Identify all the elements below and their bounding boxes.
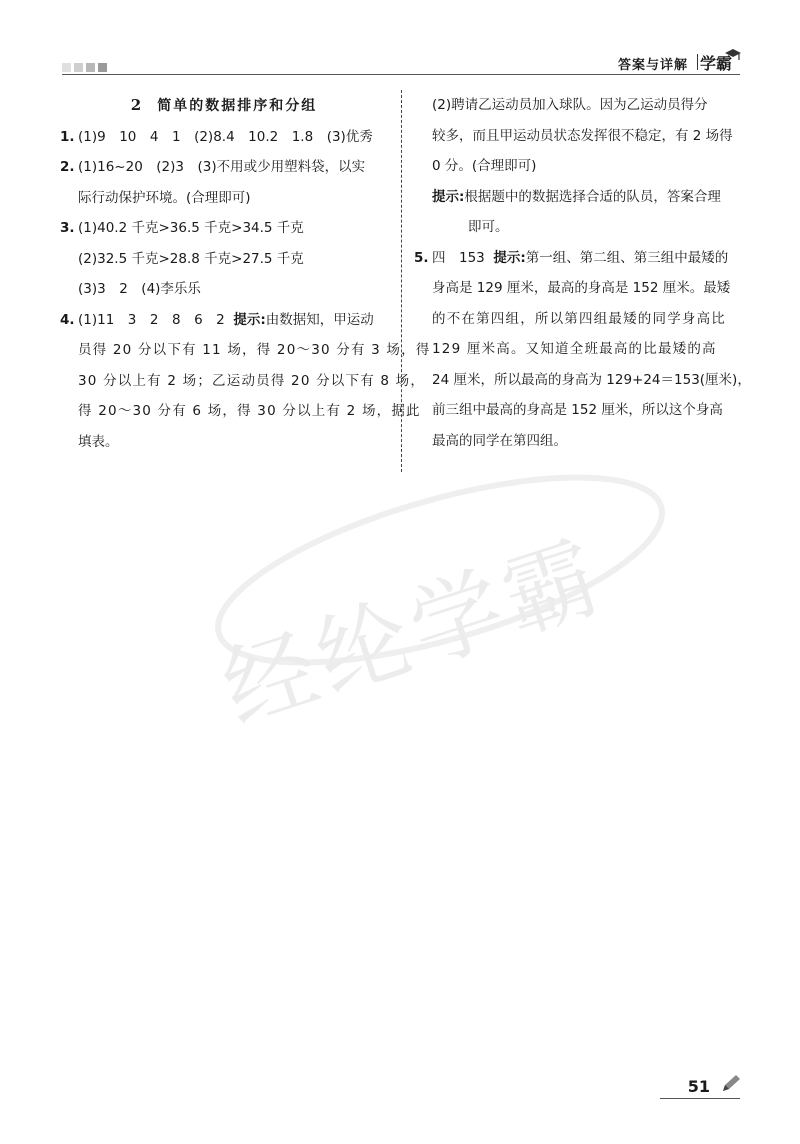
header-separator — [697, 54, 698, 70]
answer-5-line-6: 前三组中最高的身高是 152 厘米，所以这个身高 — [432, 402, 723, 418]
answer-5-line-2: 身高是 129 厘米，最高的身高是 152 厘米。最矮 — [432, 280, 731, 296]
answer-3-line-3: (3)3 2 (4)李乐乐 — [78, 281, 201, 297]
answer-4-line-4: 得 20～30 分有 6 场，得 30 分以上有 2 场，据此 — [78, 403, 421, 419]
right-column — [414, 90, 751, 456]
hint-label: 提示: — [432, 188, 465, 205]
column-divider — [401, 90, 402, 472]
answer-4-line-3: 30 分以上有 2 场；乙运动员得 20 分以下有 8 场， — [78, 372, 426, 389]
section-number: 2 — [130, 96, 144, 114]
answer-4-cont-line-3: 0 分。(合理即可) — [432, 158, 537, 174]
page-number: 51 — [687, 1077, 710, 1096]
watermark-text: 经纶学霸 — [210, 521, 617, 745]
answer-2-line-1 — [60, 152, 388, 183]
answer-text: (1)40.2 千克>36.5 千克>34.5 千克 — [78, 220, 304, 236]
answer-1 — [60, 122, 388, 153]
answer-3-line-1 — [60, 213, 388, 244]
answer-5-line-7: 最高的同学在第四组。 — [432, 432, 567, 449]
answer-5-line-5: 24 厘米，所以最高的身高为 129+24＝153(厘米)， — [432, 371, 751, 388]
question-number: 3. — [60, 220, 75, 236]
answer-4-cont-line-2: 较多，而且甲运动员状态发挥很不稳定，有 2 场得 — [432, 127, 733, 144]
hint-text: 第一组、第二组、第三组中最矮的 — [525, 249, 729, 266]
decor-square — [86, 63, 95, 72]
answer-text: (1)9 10 4 1 (2)8.4 10.2 1.8 (3)优秀 — [78, 128, 373, 145]
answer-4-hint-line-2: 即可。 — [468, 219, 509, 235]
hint-label: 提示: — [233, 311, 266, 328]
decor-square — [98, 63, 107, 72]
hint-text: 由数据知，甲运动 — [265, 311, 374, 328]
decor-square — [62, 63, 71, 72]
question-number: 2. — [60, 159, 75, 175]
header-rule — [62, 74, 740, 75]
answer-text: (1)16~20 (2)3 (3)不用或少用塑料袋，以实 — [78, 159, 366, 175]
decor-square — [74, 63, 83, 72]
question-number: 5. — [414, 249, 429, 266]
answer-2-line-2: 际行动保护环境。(合理即可) — [78, 189, 251, 206]
answer-4-line-2: 员得 20 分以下有 11 场，得 20～30 分有 3 场，得 — [78, 342, 431, 358]
pencil-icon — [720, 1074, 742, 1094]
answer-text: 四 153 — [432, 249, 485, 266]
question-number: 4. — [60, 311, 75, 328]
page-header — [0, 0, 800, 80]
answer-text: (1)11 3 2 8 6 2 — [78, 311, 225, 328]
left-column — [60, 90, 431, 457]
answer-5-line-1 — [414, 243, 744, 274]
answer-4-line-1 — [60, 305, 388, 336]
footer-rule — [660, 1098, 740, 1099]
answer-3-line-2: (2)32.5 千克>28.8 千克>27.5 千克 — [78, 250, 304, 267]
hint-text: 根据题中的数据选择合适的队员，答案合理 — [464, 188, 721, 205]
answer-4-line-5: 填表。 — [78, 433, 119, 450]
question-number: 1. — [60, 128, 75, 145]
graduation-cap-icon — [724, 48, 742, 62]
header-title: 答案与详解 — [617, 58, 688, 73]
answer-5-line-3: 的不在第四组，所以第四组最矮的同学身高比 — [432, 310, 726, 327]
answer-4-hint-line-1 — [414, 182, 744, 213]
header-logo: 学霸 — [699, 54, 732, 73]
watermark — [190, 440, 670, 745]
section-heading — [60, 90, 388, 122]
header-decor-squares — [62, 63, 107, 72]
answer-5-line-4: 129 厘米高。又知道全班最高的比最矮的高 — [432, 341, 717, 357]
answer-4-cont-line-1: (2)聘请乙运动员加入球队。因为乙运动员得分 — [432, 97, 708, 113]
section-title: 简单的数据排序和分组 — [157, 98, 318, 114]
hint-label: 提示: — [493, 249, 526, 266]
